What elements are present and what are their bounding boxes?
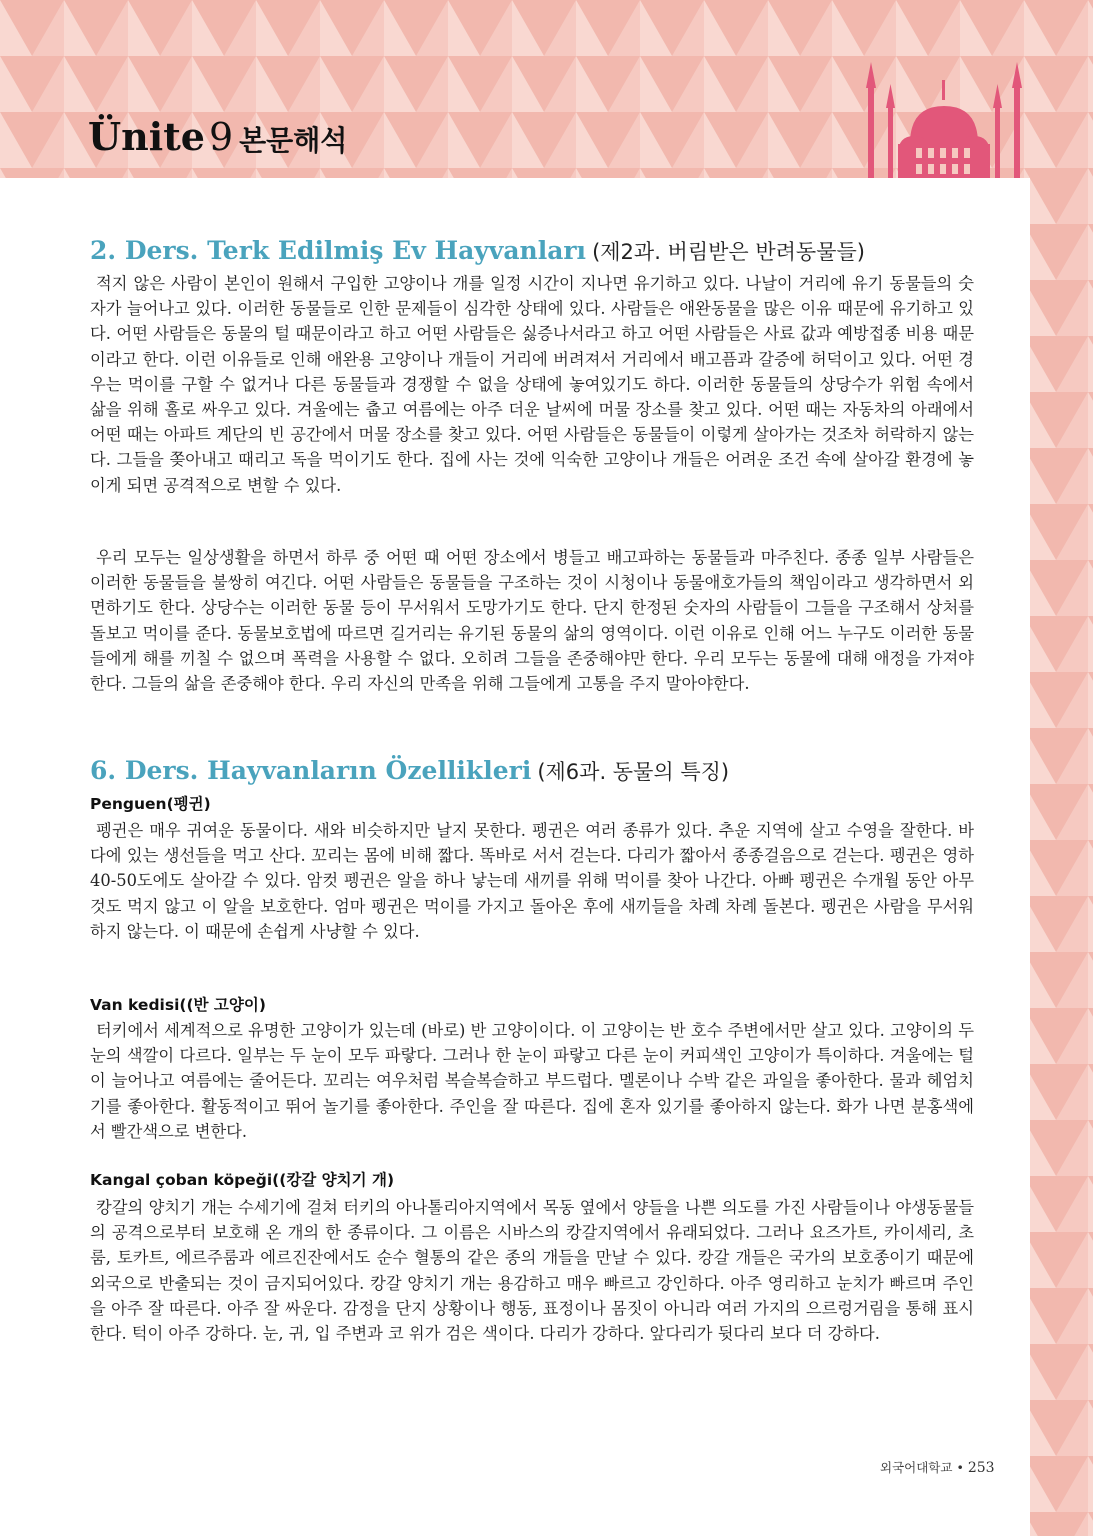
section-heading-lesson-6 xyxy=(90,758,729,783)
section-title: Ders. Terk Edilmiş Ev Hayvanları xyxy=(124,236,587,265)
section-number: 2. xyxy=(90,236,117,265)
section-title-korean: (제6과. 동물의 특징) xyxy=(537,760,730,784)
section-title-korean: (제2과. 버림받은 반려동물들) xyxy=(592,240,865,264)
subsection-title-penguin: Penguen(펭귄) xyxy=(90,795,211,813)
unit-word: Ünite xyxy=(88,114,205,159)
page-number: 253 xyxy=(967,1460,995,1476)
page-footer xyxy=(880,1458,995,1476)
paragraph: 우리 모두는 일상생활을 하면서 하루 중 어떤 때 어떤 장소에서 병들고 배고파하는 동물들과 마주친다. 종종 일부 사람들은 이러한 동물들을 불쌍히 여긴다. 어떤 사람들은 동물들을 구조하는 것이 시청이나 동물애호가들의 책임이라고 생각하면서 외면하기도 한다. 상당수는 이러한 동물 등이 무서워서 도망가기도 한다. 단지 한정된 숫자의 사람들이 그들을 구조해서 상처를 돌보고 먹이를 준다. 동물보호법에 따르면 길거리는 유기된 동물의 삶의 영역이다. 이런 이유로 인해 어느 누구도 이러한 동물들에게 해를 끼칠 수 없으며 폭력을 사용할 수 없다. 오히려 그들을 존중해야만 한다. 우리 모두는 동물에 대해 애정을 가져야 한다. 그들의 삶을 존중해야 한다. 우리 자신의 만족을 위해 그들에게 고통을 주지 말아야한다. xyxy=(90,548,974,694)
footer-separator: • xyxy=(956,1460,964,1475)
unit-subtitle: 본문해석 xyxy=(239,124,348,157)
unit-number: 9 xyxy=(208,115,234,159)
mosque-illustration xyxy=(858,62,1030,180)
subsection-title-van-cat: Van kedisi((반 고양이) xyxy=(90,996,266,1014)
paragraph: 적지 않은 사람이 본인이 원해서 구입한 고양이나 개를 일정 시간이 지나면 유기하고 있다. 나날이 거리에 유기 동물들의 숫자가 늘어나고 있다. 이러한 동물들로 인한 문제들이 심각한 상태에 있다. 사람들은 애완동물을 많은 이유 때문에 유기하고 있다. 어떤 사람들은 동물의 털 때문이라고 하고 어떤 사람들은 싫증나서라고 하고 어떤 사람들은 사료 값과 예방접종 비용 때문이라고 한다. 이런 이유들로 인해 애완용 고양이나 개들이 거리에 버려져서 거리에서 배고픔과 갈증에 허덕이고 있다. 어떤 경우는 먹이를 구할 수 없거나 다른 동물들과 경쟁할 수 없을 상태에 놓여있기도 하다. 이러한 동물들의 상당수가 위험 속에서 삶을 위해 홀로 싸우고 있다. 겨울에는 춥고 여름에는 아주 더운 날씨에 머물 장소를 찾고 있다. 어떤 때는 자동차의 아래에서 어떤 때는 아파트 계단의 빈 공간에서 머물 장소를 찾고 있다. 어떤 사람들은 동물들이 이렇게 살아가는 것조차 허락하지 않는다. 그들을 쫒아내고 때리고 독을 먹이기도 한다. 집에 사는 것에 익숙한 고양이나 개들은 어려운 조건 속에 살아갈 환경에 놓이게 되면 공격적으로 변할 수 있다. xyxy=(90,274,974,495)
subsection-title-kangal-dog: Kangal çoban köpeği((캉갈 양치기 개) xyxy=(90,1171,395,1189)
section-title: Ders. Hayvanların Özellikleri xyxy=(124,756,532,785)
paragraph-kangal-dog: 캉갈의 양치기 개는 수세기에 걸쳐 터키의 아나톨리아지역에서 목동 옆에서 양들을 나쁜 의도를 가진 사람들이나 야생동물들의 공격으로부터 보호해 온 개의 한 종류이다. 그 이름은 시바스의 캉갈지역에서 유래되었다. 그러나 요즈가트, 카이세리, 초룸, 토카트, 에르주룸과 에르진잔에서도 순수 혈통의 같은 종의 개들을 만날 수 있다. 캉갈 개들은 국가의 보호종이기 때문에 외국으로 반출되는 것이 금지되어있다. 캉갈 양치기 개는 용감하고 매우 빠르고 강인하다. 아주 영리하고 눈치가 빠르며 주인을 아주 잘 따른다. 아주 잘 싸운다. 감정을 단지 상황이나 행동, 표정이나 몸짓이 아니라 여러 가지의 으르렁거림을 통해 표시한다. 턱이 아주 강하다. 눈, 귀, 입 주변과 코 위가 검은 색이다. 다리가 강하다. 앞다리가 뒷다리 보다 더 강하다. xyxy=(90,1198,974,1344)
unit-title xyxy=(88,114,348,159)
section-number: 6. xyxy=(90,756,117,785)
paragraph-van-cat: 터키에서 세계적으로 유명한 고양이가 있는데 (바로) 반 고양이이다. 이 고양이는 반 호수 주변에서만 살고 있다. 고양이의 두 눈의 색깔이 다르다. 일부는 두 눈이 모두 파랗다. 그러나 한 눈이 파랗고 다른 눈이 커피색인 고양이가 특이하다. 겨울에는 털이 늘어나고 여름에는 줄어든다. 꼬리는 여우처럼 복슬복슬하고 부드럽다. 멜론이나 수박 같은 과일을 좋아한다. 물과 헤엄치기를 좋아한다. 활동적이고 뛰어 놀기를 좋아한다. 주인을 잘 따른다. 집에 혼자 있기를 좋아하지 않는다. 화가 나면 분홍색에서 빨간색으로 변한다. xyxy=(90,1021,974,1141)
paragraph-penguin: 펭귄은 매우 귀여운 동물이다. 새와 비슷하지만 날지 못한다. 펭귄은 여러 종류가 있다. 추운 지역에 살고 수영을 잘한다. 바다에 있는 생선들을 먹고 산다. 꼬리는 몸에 비해 짧다. 똑바로 서서 걷는다. 다리가 짧아서 종종걸음으로 걷는다. 펭귄은 영하 40-50도에도 살아갈 수 있다. 암컷 펭귄은 알을 하나 낳는데 새끼를 위해 먹이를 찾아 나간다. 아빠 펭귄은 수개월 동안 아무것도 먹지 않고 이 알을 보호한다. 엄마 펭귄은 먹이를 가지고 돌아온 후에 새끼들을 차례 차례 돌본다. 펭귄은 사람을 무서워하지 않는다. 이 때문에 손쉽게 사냥할 수 있다. xyxy=(90,821,974,941)
school-name: 외국어대학교 xyxy=(880,1460,953,1475)
section-heading-lesson-2 xyxy=(90,238,865,263)
